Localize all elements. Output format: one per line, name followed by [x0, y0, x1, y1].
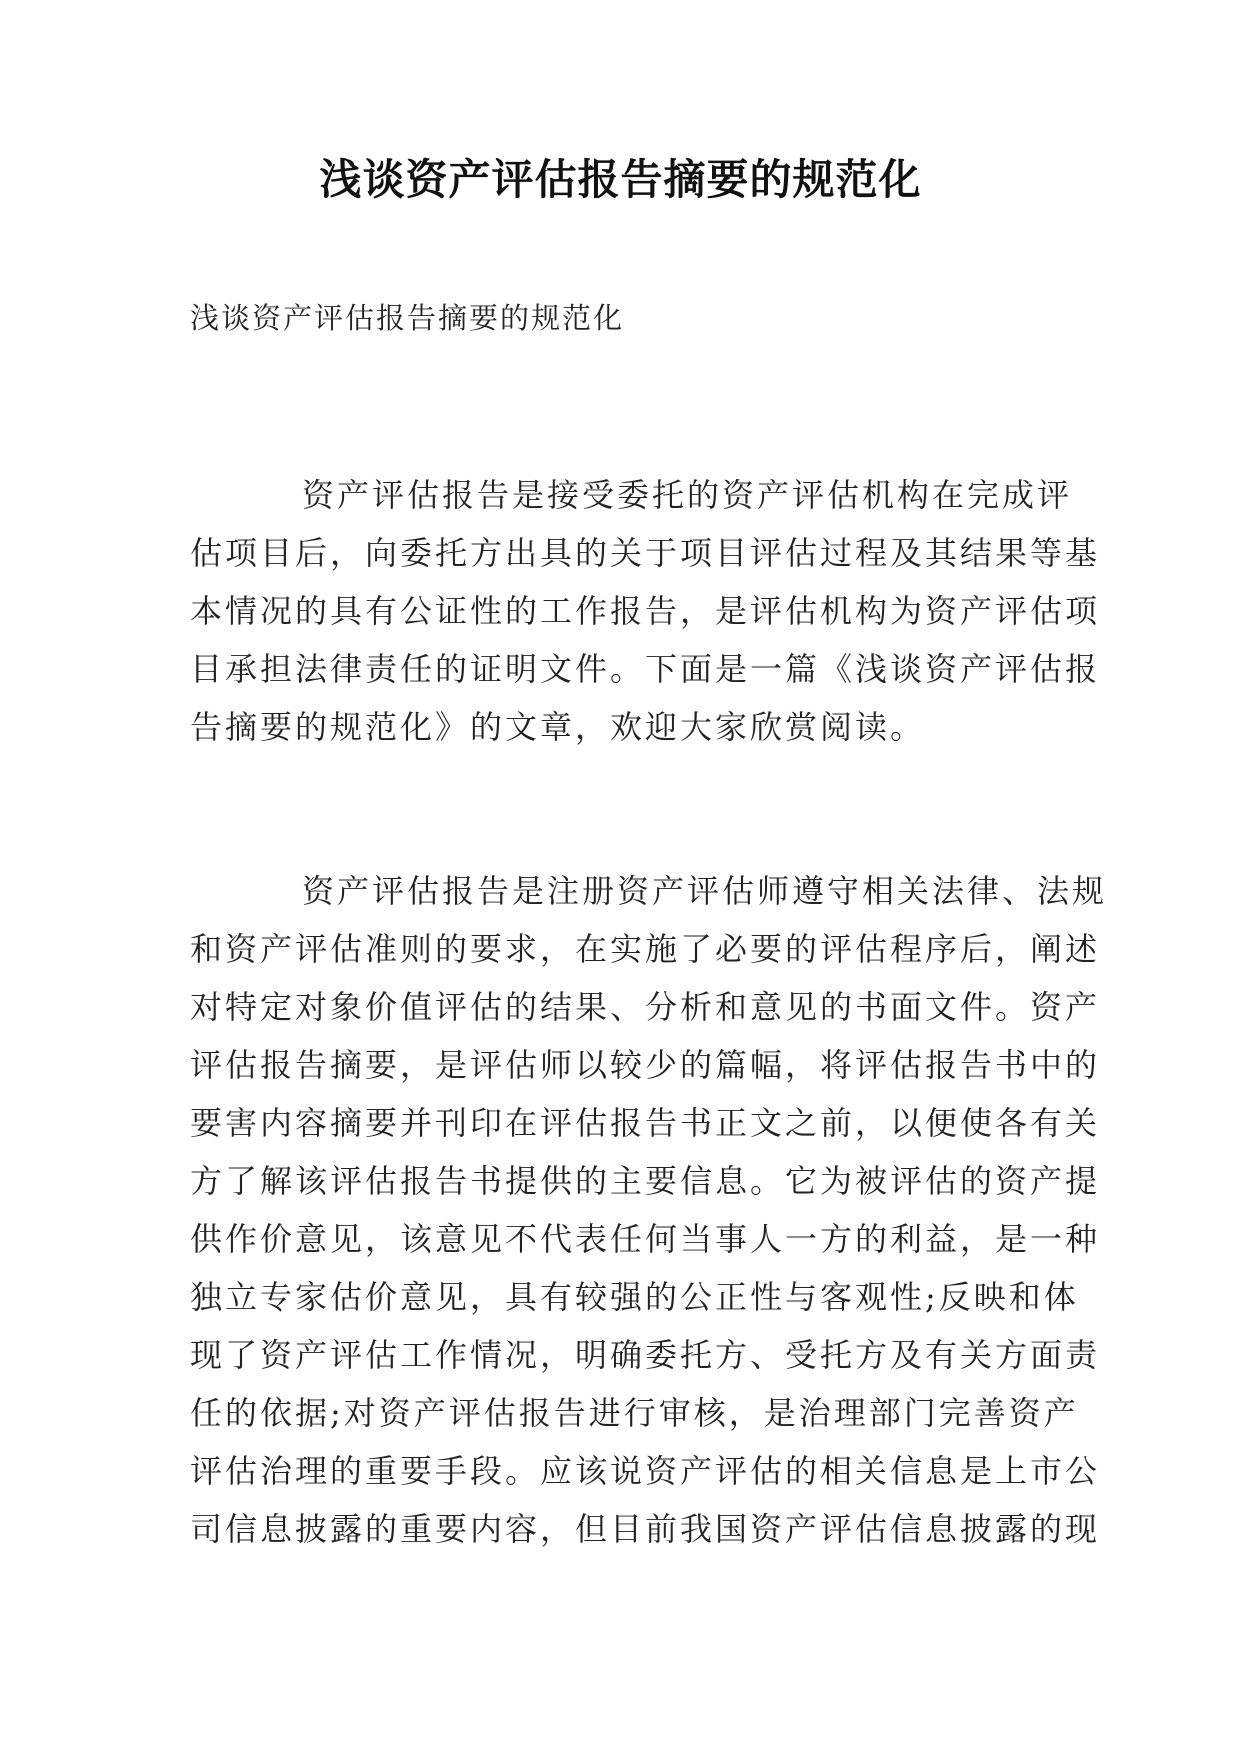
paragraph-line: 供作价意见，该意见不代表任何当事人一方的利益，是一种 [190, 1220, 1101, 1258]
paragraph-line: 司信息披露的重要内容，但目前我国资产评估信息披露的现 [190, 1510, 1101, 1548]
paragraph-line: 对特定对象价值评估的结果、分析和意见的书面文件。资产 [190, 988, 1101, 1026]
paragraph-line: 资产评估报告是接受委托的资产评估机构在完成评 [302, 476, 1073, 514]
paragraph-line: 方了解该评估报告书提供的主要信息。它为被评估的资产提 [190, 1162, 1101, 1200]
paragraph-line: 目承担法律责任的证明文件。下面是一篇《浅谈资产评估报 [190, 650, 1101, 688]
paragraph-line: 要害内容摘要并刊印在评估报告书正文之前，以便使各有关 [190, 1104, 1101, 1142]
document-title: 浅谈资产评估报告摘要的规范化 [319, 155, 922, 204]
paragraph-line: 评估报告摘要，是评估师以较少的篇幅，将评估报告书中的 [190, 1046, 1101, 1084]
paragraph-line: 任的依据;对资产评估报告进行审核，是治理部门完善资产 [190, 1394, 1079, 1432]
paragraph-line: 资产评估报告是注册资产评估师遵守相关法律、法规 [302, 872, 1108, 910]
paragraph-line: 现了资产评估工作情况，明确委托方、受托方及有关方面责 [190, 1336, 1101, 1374]
paragraph-body [190, 862, 1108, 1558]
paragraph-line: 告摘要的规范化》的文章，欢迎大家欣赏阅读。 [190, 708, 926, 746]
paragraph-intro [190, 466, 1101, 756]
paragraph-line: 和资产评估准则的要求，在实施了必要的评估程序后，阐述 [190, 930, 1101, 968]
paragraph-line: 评估治理的重要手段。应该说资产评估的相关信息是上市公 [190, 1452, 1101, 1490]
paragraph-line: 独立专家估价意见，具有较强的公正性与客观性;反映和体 [190, 1278, 1079, 1316]
paragraph-line: 估项目后，向委托方出具的关于项目评估过程及其结果等基 [190, 534, 1101, 572]
document-subtitle: 浅谈资产评估报告摘要的规范化 [190, 301, 625, 335]
paragraph-line: 本情况的具有公证性的工作报告，是评估机构为资产评估项 [190, 592, 1101, 630]
